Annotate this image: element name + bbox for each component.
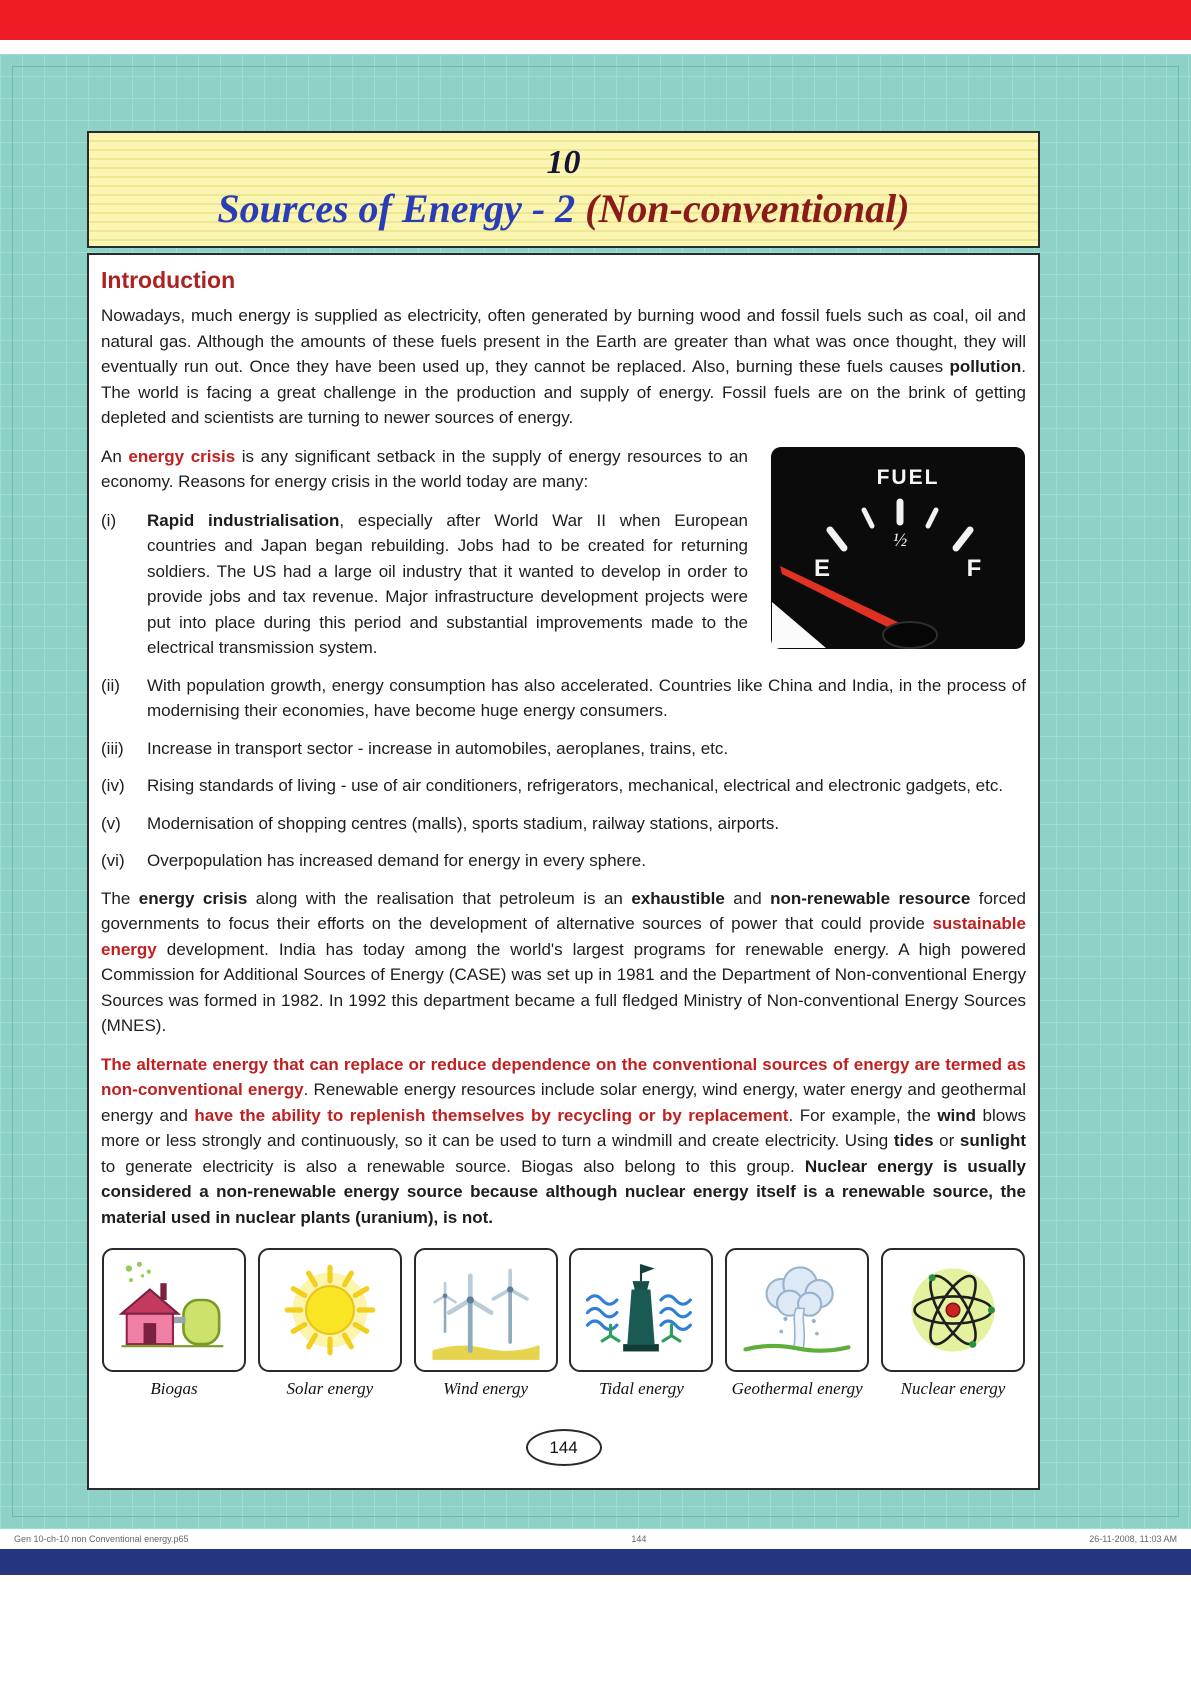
figure-caption-tidal: Tidal energy (598, 1379, 684, 1399)
list-item-text: Overpopulation has increased demand for energy in every sphere. (147, 851, 646, 871)
lighthouse-waves-icon (583, 1258, 699, 1363)
fuel-gauge-graphic (770, 446, 1026, 650)
gauge-empty-label: E (813, 554, 831, 582)
non-conventional-energy-paragraph: The alternate energy that can replace or reduce dependence on the conventional sources of energy are termed as non-conventional energy. Renewable energy resources include solar energy, wind energy, water energy and geothermal energy and have the ability to replenish themselves by recycling or by replacement. For example, the wind blows more or less strongly and continuously, so it can be used to turn a windmill and create electricity. Using tides or sunlight to generate electricity is also a renewable source. Biogas also belong to this group. Nuclear energy is usually considered a non-renewable energy source because although nuclear energy itself is a renewable source, the material used in nuclear plants (uranium), is not. (101, 1054, 1027, 1227)
intro-paragraph-1: Nowadays, much energy is supplied as electricity, often generated by burning wood and fossil fuels such as coal, oil and natural gas. Although the amounts of these fuels present in the Earth are greater than what was once thought, they will eventually run out. Once they have been used up, they cannot be replaced. Also, burning these fuels causes pollution. The world is facing a great challenge in the production and supply of energy. Fossil fuels are on the brink of getting depleted and scientists are turning to newer sources of energy. (101, 306, 1026, 428)
chapter-title-accent: (Non-conventional) (585, 186, 910, 232)
print-footer (0, 1529, 1191, 1549)
tidal-energy-image (569, 1248, 713, 1372)
bottom-blue-bar (0, 1549, 1191, 1575)
list-item-text: With population growth, energy consumption has also accelerated. Countries like China and India, in the process of modernising their economies, have become huge energy consumers. (147, 675, 1026, 721)
figure-caption-geothermal: Geothermal energy (731, 1379, 863, 1399)
list-item-text: Rapid industrialisation, especially after World War II when European countries and Japan began rebuilding. Jobs had to be created for returning soldiers. The US had a large oil industry that it wanted to develop in order to provide jobs and tax revenue. Major infrastructure development projects were put into place during this period and substantial improvements made to the electrical transmission system. (147, 510, 748, 658)
sun-icon (278, 1258, 382, 1362)
top-red-bar (0, 0, 1191, 40)
figure-caption-solar: Solar energy (286, 1379, 374, 1399)
geothermal-energy-image (725, 1248, 869, 1372)
page-frame (12, 66, 1179, 1517)
fuel-gauge-title: FUEL (876, 465, 940, 489)
sustainable-energy-paragraph: The energy crisis along with the realisation that petroleum is an exhaustible and non-renewable resource forced governments to focus their efforts on the development of alternative sources of power that could provide sustainable energy development. India has today among the world's largest programs for renewable energy. A high powered Commission for Additional Sources of Energy (CASE) was set up in 1981 and the Department of Non-conventional Energy Sources was formed in 1982. In 1992 this department became a full fledged Ministry of Non-conventional Energy Sources (MNES). (101, 888, 1026, 1036)
footer-page-number: 144 (631, 1534, 647, 1545)
list-item-text: Increase in transport sector - increase in automobiles, aeroplanes, trains, etc. (147, 738, 729, 758)
energy-crisis-section (101, 444, 1026, 886)
figure-nuclear-energy (880, 1248, 1026, 1399)
wind-energy-image (414, 1248, 558, 1372)
section-heading-introduction: Introduction (101, 267, 236, 294)
top-white-gap (0, 40, 1191, 54)
list-item-number: (ii) (101, 675, 120, 695)
energy-sources-figures-row (101, 1248, 1026, 1399)
list-item (101, 811, 1026, 837)
content-box (87, 253, 1040, 1490)
page-background (0, 54, 1191, 1529)
list-item-number: (iii) (101, 738, 124, 758)
list-item-text: Rising standards of living - use of air conditioners, refrigerators, mechanical, electrical and electronic gadgets, etc. (147, 776, 1004, 796)
list-item-number: (iv) (101, 776, 125, 796)
page-number-badge (526, 1429, 602, 1466)
list-item (101, 736, 1026, 762)
list-item-number: (v) (101, 813, 121, 833)
solar-energy-image (258, 1248, 402, 1372)
fuel-gauge-image (770, 446, 1026, 650)
list-item (101, 848, 1026, 874)
list-item (101, 673, 1026, 724)
figure-biogas (101, 1248, 247, 1399)
figure-geothermal-energy (724, 1248, 870, 1399)
page-number: 144 (549, 1437, 578, 1457)
list-item-text: Modernisation of shopping centres (malls), sports stadium, railway stations, airports. (147, 813, 780, 833)
atom-icon (901, 1258, 1005, 1362)
list-item-number: (i) (101, 510, 117, 530)
figure-caption-wind: Wind energy (443, 1379, 528, 1399)
geyser-icon (739, 1258, 855, 1363)
biogas-image (102, 1248, 246, 1372)
figure-solar-energy (257, 1248, 403, 1399)
chapter-header (87, 131, 1040, 248)
gauge-half-label: ½ (892, 529, 908, 551)
biogas-icon (116, 1258, 232, 1363)
chapter-title-main: Sources of Energy - 2 (217, 186, 586, 232)
figure-tidal-energy (568, 1248, 714, 1399)
gauge-needle-pivot (883, 622, 937, 648)
chapter-number: 10 (546, 144, 581, 181)
wind-turbine-icon (428, 1258, 544, 1363)
figure-wind-energy (413, 1248, 559, 1399)
gauge-full-label: F (966, 554, 982, 582)
nuclear-energy-image (881, 1248, 1025, 1372)
list-item-number: (vi) (101, 851, 125, 871)
figure-caption-nuclear: Nuclear energy (900, 1379, 1006, 1399)
figure-caption-biogas: Biogas (150, 1379, 198, 1399)
footer-timestamp: 26-11-2008, 11:03 AM (1089, 1534, 1177, 1545)
list-item (101, 773, 1026, 799)
intro-paragraph-2: An energy crisis is any significant setback in the supply of energy resources to an economy. Reasons for energy crisis in the world today are many: (101, 446, 748, 492)
footer-filename: Gen 10-ch-10 non Conventional energy.p65 (14, 1534, 189, 1545)
chapter-title (97, 186, 1030, 232)
